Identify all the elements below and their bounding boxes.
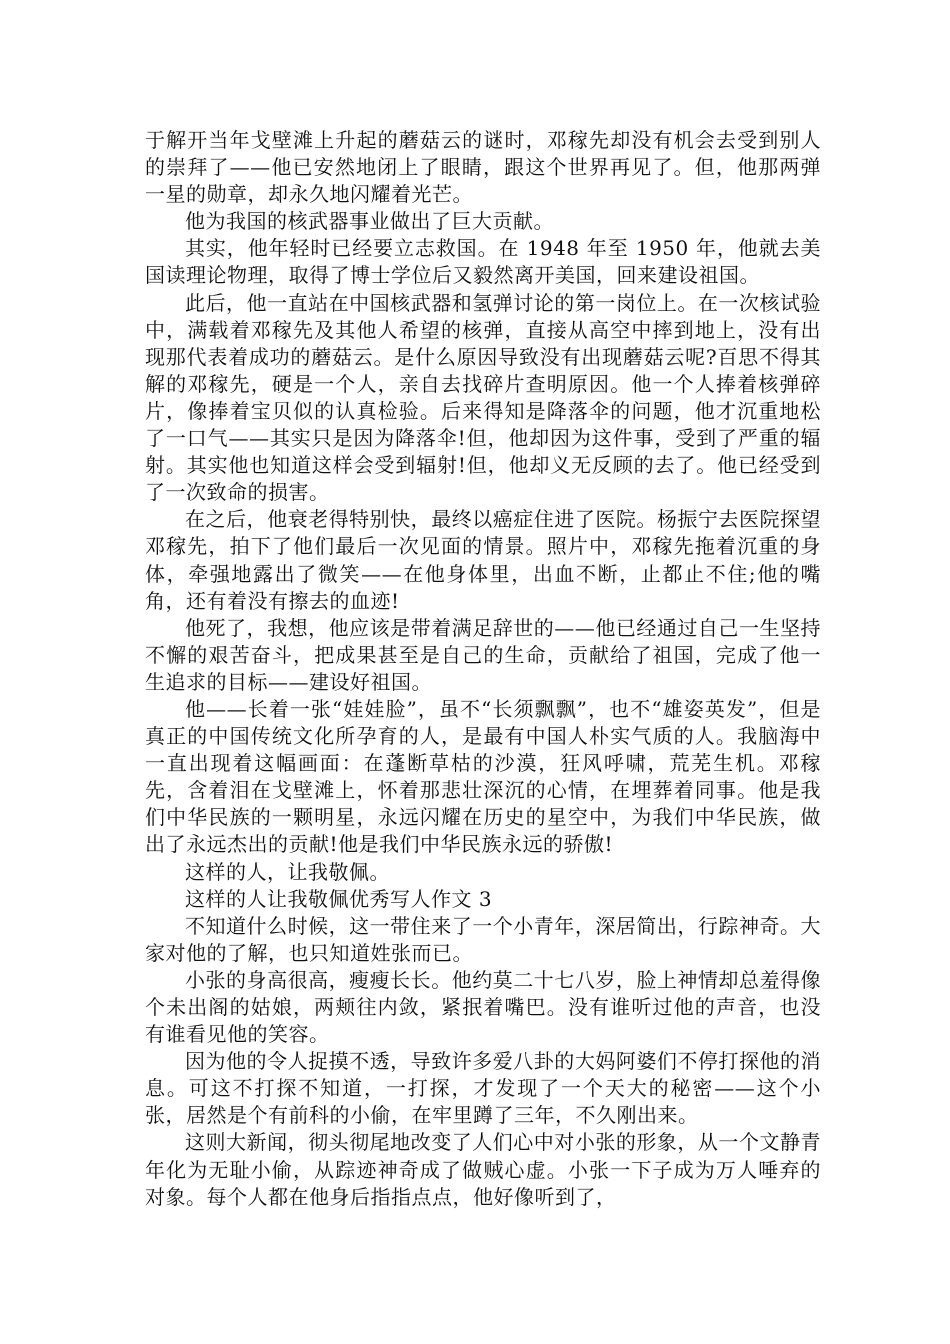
paragraph: 这样的人，让我敬佩。 [185, 859, 390, 884]
paragraph: 小张的身高很高，瘦瘦长长。他约莫二十七八岁，脸上神情却总羞得像个未出阁的姑娘，两颊往内敛，紧抿着嘴巴。没有谁听过他的声音，也没有谁看见他的笑容。 [145, 967, 821, 1047]
paragraph: 此后，他一直站在中国核武器和氢弹讨论的第一岗位上。在一次核试验中，满载着邓稼先及其他人希望的核弹，直接从高空中摔到地上，没有出现那代表着成功的蘑菇云。是什么原因导致没有出现蘑菇云呢?百思不得其解的邓稼先，硬是一个人，亲自去找碎片查明原因。他一个人捧着核弹碎片，像捧着宝贝似的认真检验。后来得知是降落伞的问题，他才沉重地松了一口气——其实只是因为降落伞!但，他却因为这件事，受到了严重的辐射。其实他也知道这样会受到辐射!但，他却义无反顾的去了。他已经受到了一次致命的损害。 [145, 290, 821, 505]
paragraph: 因为他的令人捉摸不透，导致许多爱八卦的大妈阿婆们不停打探他的消息。可这不打探不知道，一打探，才发现了一个天大的秘密——这个小张，居然是个有前科的小偷，在牢里蹲了三年，不久刚出来。 [145, 1049, 821, 1128]
paragraph: 他为我国的核武器事业做出了巨大贡献。 [185, 209, 554, 234]
paragraph: 其实，他年轻时已经要立志救国。在 1948 年至 1950 年，他就去美国读理论物理，取得了博士学位后又毅然离开美国，回来建设祖国。 [145, 236, 821, 288]
paragraph: 不知道什么时候，这一带住来了一个小青年，深居简出，行踪神奇。大家对他的了解，也只知道姓张而已。 [145, 913, 821, 965]
paragraph: 他死了，我想，他应该是带着满足辞世的——他已经通过自己一生坚持不懈的艰苦奋斗，把成果甚至是自己的生命，贡献给了祖国，完成了他一生追求的目标——建设好祖国。 [145, 615, 821, 694]
paragraph: 这则大新闻，彻头彻尾地改变了人们心中对小张的形象，从一个文静青年化为无耻小偷，从踪迹神奇成了做贼心虚。小张一下子成为万人唾弃的对象。每个人都在他身后指指点点，他好像听到了， [145, 1130, 821, 1209]
paragraph: 于解开当年戈壁滩上升起的蘑菇云的谜时，邓稼先却没有机会去受到别人的崇拜了——他已安然地闭上了眼睛，跟这个世界再见了。但，他那两弹一星的勋章，却永久地闪耀着光芒。 [145, 128, 821, 207]
document-body [145, 127, 821, 1211]
paragraph: 他——长着一张“娃娃脸”，虽不“长须飘飘”，也不“雄姿英发”，但是真正的中国传统文化所孕育的人，是最有中国人朴实气质的人。我脑海中一直出现着这幅画面：在蓬断草枯的沙漠，狂风呼啸，荒芜生机。邓稼先，含着泪在戈壁滩上，怀着那悲壮深沉的心情，在埋葬着同事。他是我们中华民族的一颗明星，永远闪耀在历史的星空中，为我们中华民族，做出了永远杰出的贡献!他是我们中华民族永远的骄傲! [145, 696, 821, 857]
paragraph: 在之后，他衰老得特别快，最终以癌症住进了医院。杨振宁去医院探望邓稼先，拍下了他们最后一次见面的情景。照片中，邓稼先拖着沉重的身体，牵强地露出了微笑——在他身体里，出血不断，止都止不住;他的嘴角，还有着没有擦去的血迹! [145, 507, 821, 613]
section-title: 这样的人让我敬佩优秀写人作文 3 [185, 886, 493, 911]
